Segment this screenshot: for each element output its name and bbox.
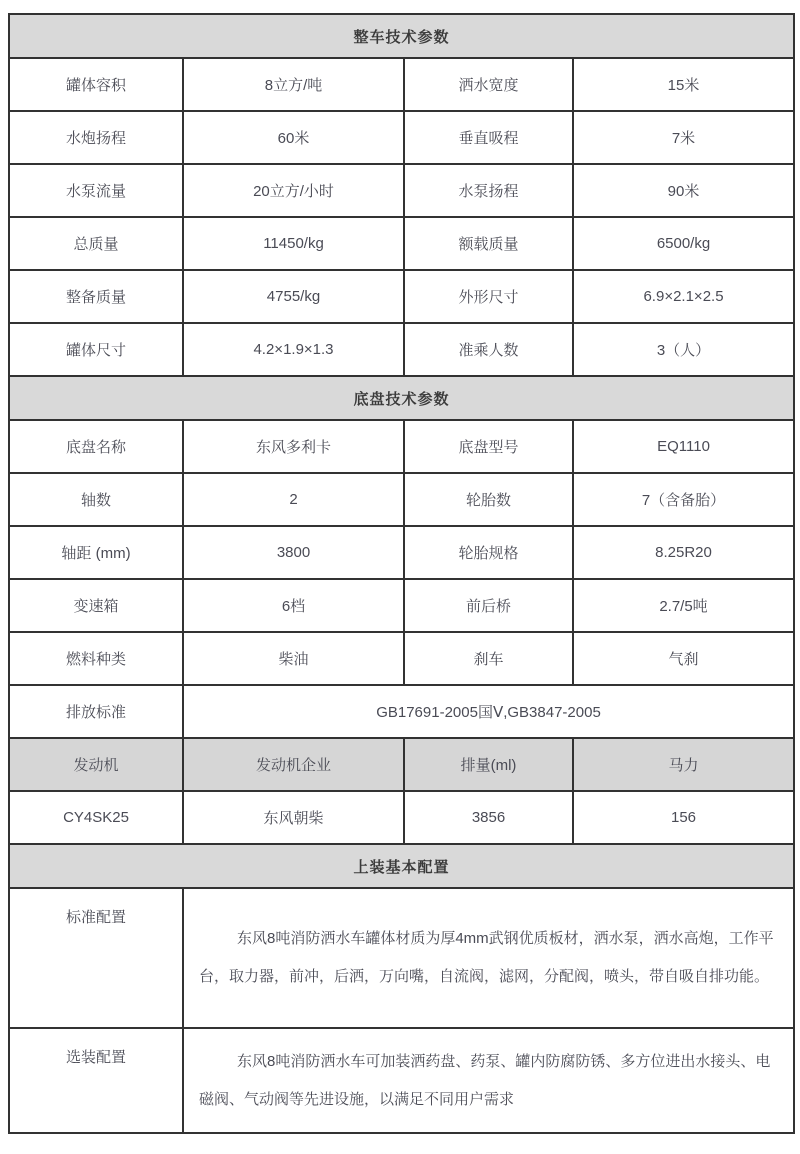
engine-column-header: 发动机: [9, 738, 183, 791]
engine-model: CY4SK25: [9, 791, 183, 844]
param-value: 8.25R20: [573, 526, 794, 579]
param-value: 3（人）: [573, 323, 794, 376]
engine-data-row: [9, 791, 794, 844]
param-value: 6.9×2.1×2.5: [573, 270, 794, 323]
param-label: 轴数: [9, 473, 183, 526]
param-value: 东风多利卡: [183, 420, 404, 473]
table-row: [9, 323, 794, 376]
param-value: 6500/kg: [573, 217, 794, 270]
config-label: 选装配置: [9, 1028, 183, 1133]
param-value: 2: [183, 473, 404, 526]
param-label: 整备质量: [9, 270, 183, 323]
standard-config-row: [9, 888, 794, 1028]
table-row: [9, 58, 794, 111]
param-label: 轮胎规格: [404, 526, 573, 579]
param-label: 额载质量: [404, 217, 573, 270]
section-header-row-vehicle: [9, 14, 794, 58]
param-label: 变速箱: [9, 579, 183, 632]
param-label: 总质量: [9, 217, 183, 270]
param-label: 底盘型号: [404, 420, 573, 473]
param-label: 轴距 (mm): [9, 526, 183, 579]
table-row: [9, 270, 794, 323]
section-title-chassis-params: 底盘技术参数: [9, 376, 794, 420]
param-label: 外形尺寸: [404, 270, 573, 323]
param-value: 4755/kg: [183, 270, 404, 323]
param-value: 8立方/吨: [183, 58, 404, 111]
engine-column-header: 马力: [573, 738, 794, 791]
param-label: 底盘名称: [9, 420, 183, 473]
param-value: 7米: [573, 111, 794, 164]
table-row: [9, 217, 794, 270]
emission-standard-row: [9, 685, 794, 738]
param-label: 水泵流量: [9, 164, 183, 217]
param-label: 垂直吸程: [404, 111, 573, 164]
param-label: 罐体尺寸: [9, 323, 183, 376]
param-label: 刹车: [404, 632, 573, 685]
param-value: 2.7/5吨: [573, 579, 794, 632]
config-text: 东风8吨消防洒水车罐体材质为厚4mm武钢优质板材，洒水泵，洒水高炮，工作平台，取力器，前冲，后洒，万向嘴，自流阀，滤网，分配阀，喷头，带自吸自排功能。: [183, 888, 794, 1028]
param-value: 90米: [573, 164, 794, 217]
param-value: 气刹: [573, 632, 794, 685]
param-value: 柴油: [183, 632, 404, 685]
table-row: [9, 420, 794, 473]
table-row: [9, 526, 794, 579]
config-text: 东风8吨消防洒水车可加装洒药盘、药泵、罐内防腐防锈、多方位进出水接头、电磁阀、气动阀等先进设施，以满足不同用户需求: [183, 1028, 794, 1133]
param-value: 3800: [183, 526, 404, 579]
param-value: 7（含备胎）: [573, 473, 794, 526]
optional-config-row: [9, 1028, 794, 1133]
param-label: 轮胎数: [404, 473, 573, 526]
param-label: 排放标准: [9, 685, 183, 738]
table-row: [9, 111, 794, 164]
param-label: 准乘人数: [404, 323, 573, 376]
engine-maker: 东风朝柴: [183, 791, 404, 844]
table-row: [9, 632, 794, 685]
param-value: 20立方/小时: [183, 164, 404, 217]
table-row: [9, 473, 794, 526]
param-value: EQ1110: [573, 420, 794, 473]
engine-column-header: 发动机企业: [183, 738, 404, 791]
vehicle-spec-table: [8, 13, 795, 1134]
param-value: 15米: [573, 58, 794, 111]
section-header-row-config: [9, 844, 794, 888]
section-title-vehicle-params: 整车技术参数: [9, 14, 794, 58]
param-value: 11450/kg: [183, 217, 404, 270]
param-label: 洒水宽度: [404, 58, 573, 111]
param-label: 前后桥: [404, 579, 573, 632]
param-value: 60米: [183, 111, 404, 164]
param-value: 6档: [183, 579, 404, 632]
engine-displacement: 3856: [404, 791, 573, 844]
engine-horsepower: 156: [573, 791, 794, 844]
param-label: 燃料种类: [9, 632, 183, 685]
param-label: 罐体容积: [9, 58, 183, 111]
table-row: [9, 579, 794, 632]
section-header-row-chassis: [9, 376, 794, 420]
param-label: 水泵扬程: [404, 164, 573, 217]
section-title-config: 上装基本配置: [9, 844, 794, 888]
config-label: 标准配置: [9, 888, 183, 1028]
engine-column-header: 排量(ml): [404, 738, 573, 791]
param-label: 水炮扬程: [9, 111, 183, 164]
param-value: GB17691-2005国Ⅴ,GB3847-2005: [183, 685, 794, 738]
engine-header-row: [9, 738, 794, 791]
param-value: 4.2×1.9×1.3: [183, 323, 404, 376]
table-row: [9, 164, 794, 217]
